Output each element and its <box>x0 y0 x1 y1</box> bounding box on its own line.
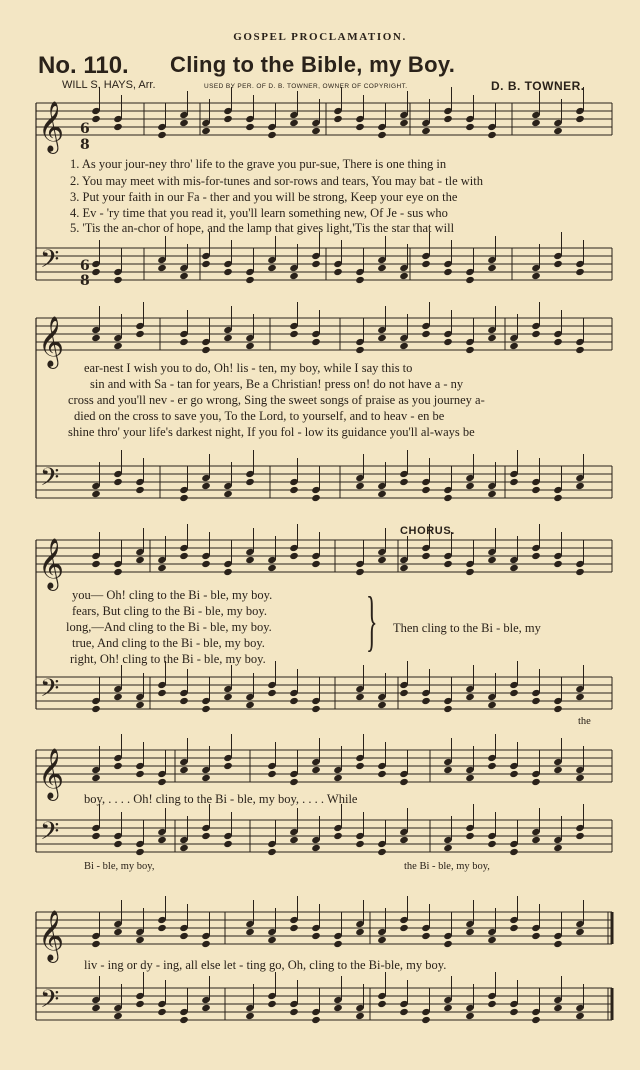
chorus-lyric: Then cling to the Bi - ble, my <box>393 621 541 635</box>
time-signature: 6 <box>80 121 90 137</box>
note-head <box>223 762 233 770</box>
note-head <box>399 272 409 280</box>
note-head <box>91 832 101 840</box>
note-head <box>421 486 431 494</box>
note-head <box>355 840 365 848</box>
note-head <box>289 778 299 786</box>
note-head <box>223 840 233 848</box>
note-head <box>531 697 541 705</box>
note-head <box>333 774 343 782</box>
note-head <box>157 564 167 572</box>
note-head <box>157 924 167 932</box>
note-head <box>377 1000 387 1008</box>
note-head <box>135 701 145 709</box>
note-head <box>245 701 255 709</box>
note-head <box>223 490 233 498</box>
note-head <box>377 264 387 272</box>
note-head <box>487 762 497 770</box>
note-head <box>201 832 211 840</box>
note-head <box>575 693 585 701</box>
note-head <box>201 705 211 713</box>
note-head <box>487 701 497 709</box>
note-head <box>179 119 189 127</box>
note-head <box>179 844 189 852</box>
note-head <box>399 478 409 486</box>
note-head <box>553 494 563 502</box>
note-head <box>443 844 453 852</box>
time-signature: 8 <box>80 137 90 153</box>
note-head <box>377 770 387 778</box>
note-head <box>333 268 343 276</box>
note-head <box>443 494 453 502</box>
note-head <box>531 272 541 280</box>
note-head <box>113 568 123 576</box>
verse-line: shine thro' your life's darkest night, If you fol - low its guidance you'll al-ways be <box>68 425 475 439</box>
note-head <box>113 762 123 770</box>
note-head <box>91 490 101 498</box>
note-head <box>267 131 277 139</box>
note-head <box>179 338 189 346</box>
note-head <box>553 260 563 268</box>
note-head <box>465 774 475 782</box>
note-head <box>245 928 255 936</box>
note-head <box>311 844 321 852</box>
note-head <box>421 552 431 560</box>
note-head <box>135 848 145 856</box>
note-head <box>399 924 409 932</box>
note-head <box>465 928 475 936</box>
note-head <box>465 1012 475 1020</box>
note-head <box>575 568 585 576</box>
note-head <box>355 346 365 354</box>
note-head <box>465 276 475 284</box>
verse-line: you— Oh! cling to the Bi - ble, my boy. <box>72 588 273 602</box>
note-head <box>201 1004 211 1012</box>
verse-line: right, Oh! cling to the Bi - ble, my boy. <box>70 652 266 666</box>
note-head <box>465 832 475 840</box>
note-head <box>91 1004 101 1012</box>
note-head <box>201 127 211 135</box>
bass-lyric: the Bi - ble, my boy, <box>404 861 490 872</box>
note-head <box>267 689 277 697</box>
note-head <box>531 778 541 786</box>
note-head <box>575 832 585 840</box>
note-head <box>267 848 277 856</box>
note-head <box>509 689 519 697</box>
note-head <box>311 338 321 346</box>
note-head <box>311 560 321 568</box>
verse-line: sin and with Sa - tan for years, Be a Christian! press on! do not have a - ny <box>90 377 464 391</box>
note-head <box>553 705 563 713</box>
note-head <box>157 836 167 844</box>
note-head <box>377 556 387 564</box>
note-head <box>531 330 541 338</box>
note-head <box>223 334 233 342</box>
note-head <box>91 774 101 782</box>
treble-clef: 𝄞 <box>38 101 65 152</box>
bass-clef: 𝄢 <box>40 245 60 280</box>
verse-line: 2. You may meet with mis-for-tunes and sor-rows and tears, You may bat - tle with <box>70 174 483 188</box>
composer-credit: D. B. TOWNER. <box>491 79 585 93</box>
bass-clef: 𝄢 <box>40 985 60 1020</box>
hymn-title: Cling to the Bible, my Boy. <box>170 52 456 77</box>
note-head <box>355 1012 365 1020</box>
note-head <box>91 115 101 123</box>
note-head <box>487 556 497 564</box>
verse-line: died on the cross to save you, To the Lord, to yourself, and to heav - en be <box>74 409 445 423</box>
verse-line: 5. 'Tis the an-chor of hope, and the lamp that gives light,'Tis the star that will <box>70 221 455 235</box>
note-head <box>553 766 563 774</box>
note-head <box>289 330 299 338</box>
note-head <box>245 556 255 564</box>
note-head <box>531 836 541 844</box>
note-head <box>377 936 387 944</box>
note-head <box>157 778 167 786</box>
note-head <box>245 123 255 131</box>
treble-clef: 𝄞 <box>38 910 65 961</box>
note-head <box>245 276 255 284</box>
note-head <box>443 766 453 774</box>
note-head <box>465 693 475 701</box>
note-head <box>509 564 519 572</box>
note-head <box>311 127 321 135</box>
note-head <box>179 932 189 940</box>
note-head <box>333 832 343 840</box>
note-head <box>443 268 453 276</box>
note-head <box>311 260 321 268</box>
running-head: GOSPEL PROCLAMATION. <box>233 31 407 43</box>
note-head <box>245 1012 255 1020</box>
note-head <box>135 556 145 564</box>
note-head <box>157 1008 167 1016</box>
verse-line: true, And cling to the Bi - ble, my boy. <box>72 636 265 650</box>
note-head <box>509 770 519 778</box>
note-head <box>289 1008 299 1016</box>
note-head <box>179 766 189 774</box>
note-head <box>201 560 211 568</box>
note-head <box>245 478 255 486</box>
treble-clef: 𝄞 <box>38 748 65 799</box>
verse-line: 1. As your jour-ney thro' life to the grave you pur-sue, There is one thing in <box>70 157 447 171</box>
note-head <box>465 346 475 354</box>
note-head <box>333 1004 343 1012</box>
note-head <box>311 932 321 940</box>
note-head <box>531 119 541 127</box>
note-head <box>531 486 541 494</box>
note-head <box>135 330 145 338</box>
verse-line: cross and you'll nev - er go wrong, Sing the sweet songs of praise as you journey a- <box>68 393 485 407</box>
note-head <box>267 1000 277 1008</box>
note-head <box>531 932 541 940</box>
note-head <box>157 131 167 139</box>
note-head <box>509 1008 519 1016</box>
note-head <box>223 268 233 276</box>
time-signature: 8 <box>80 273 90 289</box>
note-head <box>289 697 299 705</box>
note-head <box>157 689 167 697</box>
note-head <box>531 552 541 560</box>
note-head <box>553 1004 563 1012</box>
note-head <box>465 123 475 131</box>
note-head <box>575 928 585 936</box>
note-head <box>289 486 299 494</box>
note-head <box>487 936 497 944</box>
verse-line: 4. Ev - 'ry time that you read it, you'll learn something new, Of Je - sus who <box>70 206 448 220</box>
note-head <box>113 928 123 936</box>
note-head <box>377 131 387 139</box>
note-head <box>421 1016 431 1024</box>
chorus-lyric: liv - ing or dy - ing, all else let - ting go, Oh, cling to the Bi-ble, my boy. <box>84 958 447 972</box>
note-head <box>509 924 519 932</box>
arranger-credit: WILL S. HAYS, Arr. <box>62 79 156 91</box>
note-head <box>487 490 497 498</box>
note-head <box>399 689 409 697</box>
note-head <box>135 770 145 778</box>
note-head <box>311 705 321 713</box>
note-head <box>355 693 365 701</box>
note-head <box>267 770 277 778</box>
note-head <box>91 334 101 342</box>
note-head <box>355 482 365 490</box>
note-head <box>443 940 453 948</box>
note-head <box>443 560 453 568</box>
note-head <box>201 260 211 268</box>
note-head <box>113 478 123 486</box>
time-signature: 6 <box>80 258 90 274</box>
note-head <box>421 932 431 940</box>
note-head <box>179 494 189 502</box>
note-head <box>113 840 123 848</box>
note-head <box>311 766 321 774</box>
note-head <box>91 705 101 713</box>
verse-line: ear-nest I wish you to do, Oh! lis - ten, my boy, while I say this to <box>84 361 413 375</box>
note-head <box>223 568 233 576</box>
note-head <box>575 1012 585 1020</box>
note-head <box>179 272 189 280</box>
bass-clef: 𝄢 <box>40 463 60 498</box>
note-head <box>487 264 497 272</box>
note-head <box>311 494 321 502</box>
note-head <box>289 836 299 844</box>
note-head <box>443 115 453 123</box>
note-head <box>509 342 519 350</box>
note-head <box>443 705 453 713</box>
note-head <box>135 1000 145 1008</box>
note-head <box>201 774 211 782</box>
chorus-lyric: boy, . . . . Oh! cling to the Bi - ble, my boy, . . . . While <box>84 792 358 806</box>
note-head <box>223 115 233 123</box>
note-head <box>355 276 365 284</box>
note-head <box>355 928 365 936</box>
note-head <box>311 1016 321 1024</box>
chorus-label: CHORUS. <box>400 525 455 537</box>
note-head <box>91 268 101 276</box>
note-head <box>289 552 299 560</box>
verse-line: fears, But cling to the Bi - ble, my boy. <box>72 604 267 618</box>
note-head <box>399 1008 409 1016</box>
note-head <box>91 940 101 948</box>
note-head <box>575 346 585 354</box>
note-head <box>179 1016 189 1024</box>
note-head <box>399 564 409 572</box>
note-head <box>553 940 563 948</box>
note-head <box>487 131 497 139</box>
note-head <box>377 490 387 498</box>
note-head <box>487 840 497 848</box>
note-head <box>289 119 299 127</box>
note-head <box>333 115 343 123</box>
note-head <box>201 482 211 490</box>
note-head <box>289 272 299 280</box>
note-head <box>377 848 387 856</box>
note-head <box>487 1000 497 1008</box>
note-head <box>135 936 145 944</box>
note-head <box>179 552 189 560</box>
note-head <box>531 1016 541 1024</box>
note-head <box>267 564 277 572</box>
note-head <box>509 478 519 486</box>
note-head <box>289 924 299 932</box>
note-head <box>157 264 167 272</box>
note-head <box>201 346 211 354</box>
note-head <box>575 482 585 490</box>
note-head <box>135 486 145 494</box>
note-head <box>113 276 123 284</box>
note-head <box>509 848 519 856</box>
hymn-number: No. 110. <box>38 52 129 79</box>
note-head <box>91 560 101 568</box>
verse-brace: } <box>366 582 378 658</box>
note-head <box>113 1012 123 1020</box>
note-head <box>575 268 585 276</box>
verse-line: 3. Put your faith in our Fa - ther and you will be strong, Keep your eye on the <box>70 190 458 204</box>
note-head <box>553 844 563 852</box>
verse-line: long,—And cling to the Bi - ble, my boy. <box>66 620 272 634</box>
note-head <box>355 762 365 770</box>
note-head <box>399 778 409 786</box>
note-head <box>443 338 453 346</box>
note-head <box>553 127 563 135</box>
note-head <box>399 342 409 350</box>
note-head <box>399 119 409 127</box>
treble-clef: 𝄞 <box>38 316 65 367</box>
note-head <box>179 697 189 705</box>
bass-lyric: the <box>578 716 591 727</box>
note-head <box>245 342 255 350</box>
note-head <box>355 123 365 131</box>
note-head <box>421 260 431 268</box>
note-head <box>553 338 563 346</box>
bass-clef: 𝄢 <box>40 817 60 852</box>
bass-clef: 𝄢 <box>40 674 60 709</box>
note-head <box>223 693 233 701</box>
note-head <box>113 693 123 701</box>
note-head <box>377 334 387 342</box>
bass-lyric: Bi - ble, my boy, <box>84 861 155 872</box>
note-head <box>267 264 277 272</box>
note-head <box>201 940 211 948</box>
note-head <box>377 701 387 709</box>
note-head <box>575 115 585 123</box>
note-head <box>113 123 123 131</box>
note-head <box>553 560 563 568</box>
note-head <box>421 330 431 338</box>
note-head <box>399 836 409 844</box>
note-head <box>421 697 431 705</box>
copyright-notice: USED BY PER. OF D. B. TOWNER, OWNER OF COPYRIGHT. <box>204 83 408 90</box>
note-head <box>355 568 365 576</box>
treble-clef: 𝄞 <box>38 538 65 589</box>
note-head <box>113 342 123 350</box>
note-head <box>333 940 343 948</box>
note-head <box>267 936 277 944</box>
note-head <box>487 334 497 342</box>
note-head <box>575 774 585 782</box>
note-head <box>465 482 475 490</box>
note-head <box>421 127 431 135</box>
note-head <box>465 568 475 576</box>
note-head <box>443 1004 453 1012</box>
